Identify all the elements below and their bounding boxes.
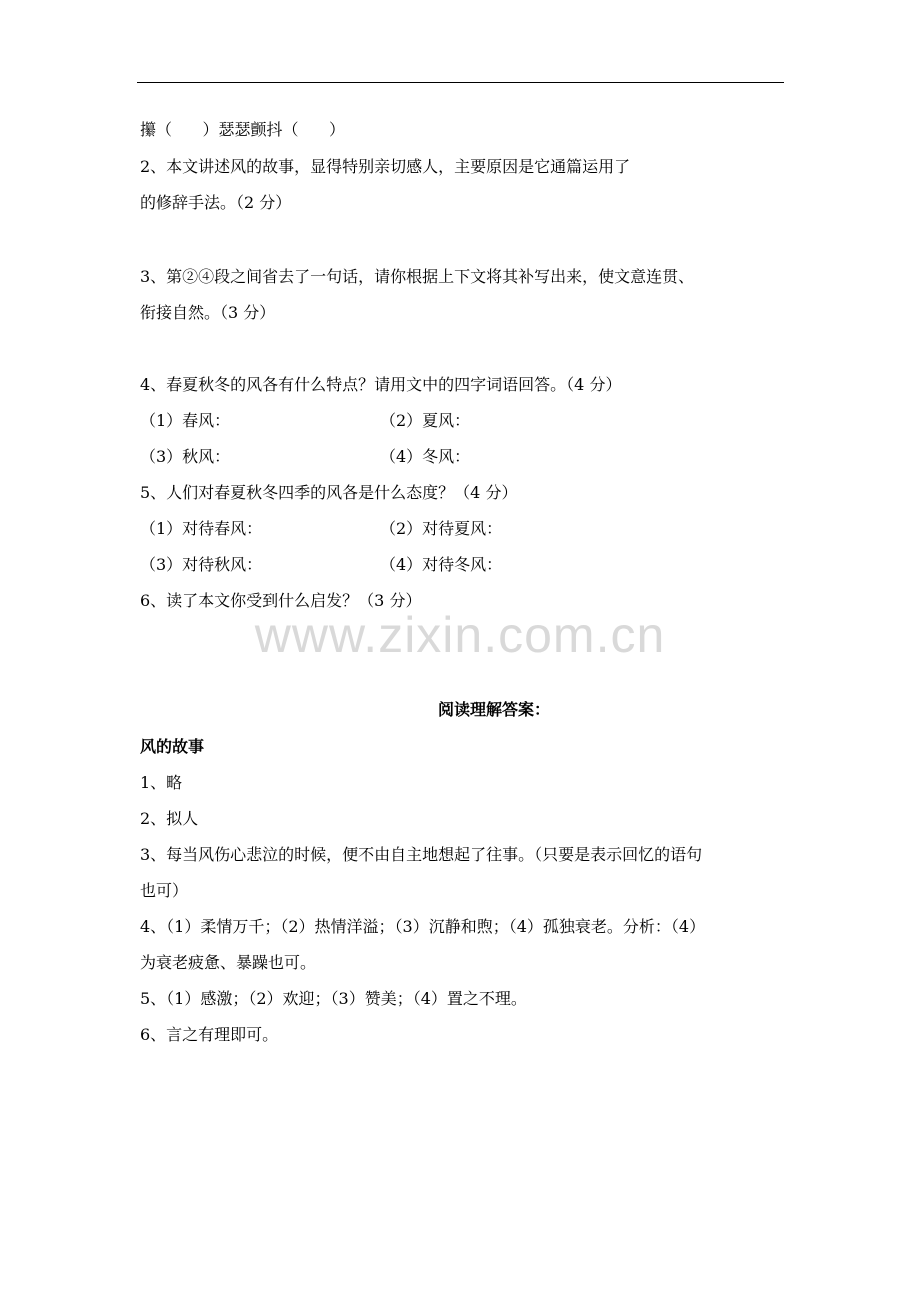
q5-item-winter: （4）对待冬风： — [380, 555, 503, 574]
q4-item-summer: （2）夏风： — [380, 411, 471, 430]
q6-title: 6、读了本文你受到什么启发？（3 分） — [140, 591, 422, 610]
answer-4-line-2: 为衰老疲惫、暴躁也可。 — [140, 953, 317, 972]
q2-line-1: 2、本文讲述风的故事，显得特别亲切感人，主要原因是它通篇运用了 — [140, 157, 631, 176]
q4-item-spring: （1）春风： — [140, 411, 231, 430]
q4-item-autumn: （3）秋风： — [140, 447, 231, 466]
answers-subheading: 风的故事 — [140, 737, 205, 756]
answer-6: 6、言之有理即可。 — [140, 1025, 279, 1044]
watermark: www.zixin.com.cn — [254, 607, 666, 663]
q2-line-2: 的修辞手法。（2 分） — [140, 193, 292, 212]
q5-item-spring: （1）对待春风： — [140, 519, 263, 538]
answers-heading: 阅读理解答案： — [438, 700, 551, 719]
q4-item-winter: （4）冬风： — [380, 447, 471, 466]
q5-item-autumn: （3）对待秋风： — [140, 555, 263, 574]
q4-title: 4、春夏秋冬的风各有什么特点？请用文中的四字词语回答。（4 分） — [140, 375, 622, 394]
q1-answer-blanks: 攥（ ）瑟瑟颤抖（ ） — [140, 120, 346, 139]
answer-3-line-2: 也可） — [140, 881, 189, 900]
answer-2: 2、拟人 — [140, 809, 199, 828]
answer-5: 5、（1）感激；（2）欢迎；（3）赞美；（4）置之不理。 — [140, 989, 527, 1008]
q3-line-1: 3、第②④段之间省去了一句话，请你根据上下文将其补写出来，使文意连贯、 — [140, 267, 695, 286]
answer-3-line-1: 3、每当风伤心悲泣的时候，便不由自主地想起了往事。（只要是表示回忆的语句 — [140, 845, 703, 864]
answer-1: 1、略 — [140, 773, 183, 792]
q5-title: 5、人们对春夏秋冬四季的风各是什么态度？（4 分） — [140, 483, 518, 502]
header-rule — [137, 82, 784, 83]
answer-4-line-1: 4、（1）柔情万千；（2）热情洋溢；（3）沉静和煦；（4）孤独衰老。分析：（4） — [140, 917, 706, 936]
q5-item-summer: （2）对待夏风： — [380, 519, 503, 538]
q3-line-2: 衔接自然。（3 分） — [140, 303, 276, 322]
